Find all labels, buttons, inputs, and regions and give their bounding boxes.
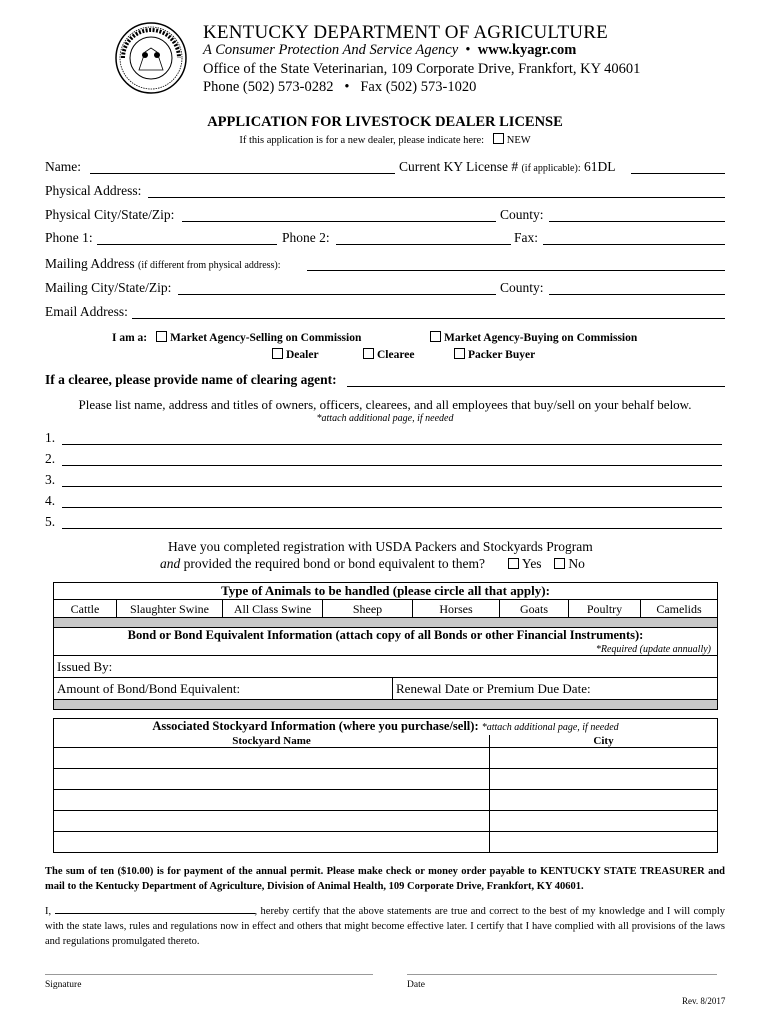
usda-question-1: Have you completed registration with USDA Packers and Stockyards Program — [168, 539, 593, 554]
usda-question-2-text: provided the required bond or bond equivalent to them? — [183, 556, 486, 571]
yes-checkbox[interactable] — [508, 558, 519, 569]
stockyard-col-city: City — [490, 735, 718, 748]
office-address: Office of the State Veterinarian, 109 Corporate Drive, Frankfort, KY 40601 — [203, 61, 641, 77]
physical-city-field[interactable] — [182, 221, 496, 222]
date-label: Date — [407, 980, 425, 990]
stockyard-city-cell[interactable] — [490, 810, 718, 831]
list-line-5[interactable] — [62, 528, 722, 529]
bullet: • — [465, 42, 471, 58]
agency-name: KENTUCKY DEPARTMENT OF AGRICULTURE — [203, 22, 608, 43]
signature-label: Signature — [45, 980, 82, 990]
amount-field[interactable] — [54, 678, 393, 700]
kentucky-seal-logo — [115, 22, 187, 94]
phone2-field[interactable] — [336, 244, 511, 245]
license-note: (if applicable): — [521, 163, 581, 174]
license-label: Current KY License # — [399, 159, 519, 174]
certify-paragraph — [45, 903, 725, 949]
fax-field[interactable] — [543, 244, 725, 245]
renewal-label: Renewal Date or Premium Due Date: — [396, 680, 591, 696]
mailing-address-note: (if different from physical address): — [138, 260, 281, 271]
mailing-city-label: Mailing City/State/Zip: — [45, 280, 172, 295]
phone2-label: Phone 2: — [282, 230, 330, 245]
buying-checkbox[interactable] — [430, 331, 441, 342]
list-number-5: 5. — [45, 514, 56, 529]
date-line[interactable] — [407, 974, 717, 975]
new-dealer-text: If this application is for a new dealer, please indicate here: — [239, 135, 485, 146]
phone1-label: Phone 1: — [45, 230, 93, 245]
renewal-field[interactable] — [393, 678, 718, 700]
stockyard-name-cell[interactable] — [54, 810, 490, 831]
animal-horses[interactable]: Horses — [413, 600, 500, 619]
bond-table — [53, 617, 718, 710]
selling-checkbox[interactable] — [156, 331, 167, 342]
issued-by-field[interactable] — [54, 656, 718, 678]
usda-and: and — [160, 556, 181, 571]
dealer-checkbox[interactable] — [272, 348, 283, 359]
iam-row-1 — [112, 331, 361, 344]
website-link[interactable]: www.kyagr.com — [477, 42, 577, 58]
certify-text: , hereby certify that the above statements are true and correct to the best of my knowledge and I will comply with the state laws, rules and regulations now in effect and others that might become effective later. I certify that I have complied with all provisions of the laws and regulations promulgated thereto. — [45, 906, 726, 947]
list-number-3: 3. — [45, 472, 56, 487]
list-line-3[interactable] — [62, 486, 722, 487]
license-prefix: 61DL — [583, 159, 616, 174]
mailing-address-label-group — [45, 256, 281, 272]
county-label: County: — [500, 207, 544, 222]
packer-checkbox[interactable] — [454, 348, 465, 359]
iam-row-1b — [424, 331, 637, 344]
animals-header: Type of Animals to be handled (please circle all that apply): — [54, 583, 718, 600]
county-field[interactable] — [549, 221, 725, 222]
name-field[interactable] — [90, 173, 395, 174]
agency-tagline: A Consumer Protection And Service Agency — [203, 42, 459, 58]
stockyard-header: Associated Stockyard Information (where you purchase/sell): — [152, 719, 479, 734]
contact-line — [203, 79, 476, 96]
issued-by-label: Issued By: — [57, 658, 113, 674]
certify-name-field[interactable] — [55, 903, 255, 914]
mailing-address-field[interactable] — [307, 270, 725, 271]
new-checkbox[interactable] — [493, 133, 504, 144]
stockyard-city-cell[interactable] — [490, 789, 718, 810]
no-label: No — [568, 556, 585, 571]
stockyard-col-name: Stockyard Name — [54, 735, 490, 748]
stockyard-table — [53, 718, 718, 853]
list-line-2[interactable] — [62, 465, 722, 466]
mailing-county-label: County: — [500, 280, 544, 295]
form-title: APPLICATION FOR LIVESTOCK DEALER LICENSE — [207, 114, 563, 130]
animal-poultry[interactable]: Poultry — [569, 600, 641, 619]
fax: Fax (502) 573-1020 — [360, 79, 477, 95]
stockyard-name-cell[interactable] — [54, 768, 490, 789]
clearee-label: Clearee — [377, 349, 415, 361]
bond-required: *Required (update annually) — [54, 644, 718, 656]
email-label: Email Address: — [45, 304, 128, 319]
phone1-field[interactable] — [97, 244, 277, 245]
stockyard-note: *attach additional page, if needed — [481, 722, 619, 734]
buying-label: Market Agency-Buying on Commission — [444, 332, 638, 344]
iam-label: I am a: — [112, 332, 148, 344]
agency-tagline-line — [203, 42, 576, 59]
clearee-checkbox[interactable] — [363, 348, 374, 359]
new-label: NEW — [506, 135, 531, 146]
usda-question-2 — [160, 556, 585, 572]
name-label: Name: — [45, 159, 81, 174]
clearee-option — [357, 348, 414, 361]
bullet: • — [344, 79, 350, 95]
packer-label: Packer Buyer — [468, 349, 536, 361]
signature-line[interactable] — [45, 974, 373, 975]
email-field[interactable] — [132, 318, 725, 319]
packer-option — [448, 348, 535, 361]
animal-cattle[interactable]: Cattle — [54, 600, 117, 619]
no-checkbox[interactable] — [554, 558, 565, 569]
physical-city-label: Physical City/State/Zip: — [45, 207, 175, 222]
bond-gray-bar-2 — [54, 700, 718, 710]
certify-prefix: I, — [45, 906, 52, 917]
stockyard-city-cell[interactable] — [490, 831, 718, 852]
stockyard-header-cell — [54, 719, 718, 735]
animal-slaughter-swine[interactable]: Slaughter Swine — [117, 600, 223, 619]
list-instruction: Please list name, address and titles of owners, officers, clearees, and all employees that buy/sell on your behalf below. — [78, 397, 692, 412]
license-field[interactable] — [631, 173, 725, 174]
phone: Phone (502) 573-0282 — [203, 79, 334, 95]
selling-label: Market Agency-Selling on Commission — [170, 332, 362, 344]
mailing-address-label: Mailing Address — [45, 256, 135, 271]
new-dealer-note — [0, 133, 770, 146]
animal-sheep[interactable]: Sheep — [323, 600, 413, 619]
stockyard-name-cell[interactable] — [54, 831, 490, 852]
mailing-city-field[interactable] — [178, 294, 496, 295]
bond-header: Bond or Bond Equivalent Information (attach copy of all Bonds or other Financial Instruments): — [54, 628, 718, 644]
physical-address-label: Physical Address: — [45, 183, 142, 198]
revision-label: Rev. 8/2017 — [682, 996, 726, 1006]
list-number-1: 1. — [45, 430, 56, 445]
stockyard-name-cell[interactable] — [54, 747, 490, 768]
list-line-1[interactable] — [62, 444, 722, 445]
animal-all-class-swine[interactable]: All Class Swine — [223, 600, 323, 619]
list-line-4[interactable] — [62, 507, 722, 508]
stockyard-name-cell[interactable] — [54, 789, 490, 810]
animal-camelids[interactable]: Camelids — [641, 600, 718, 619]
fax-label: Fax: — [514, 230, 539, 245]
bond-gray-bar — [54, 618, 718, 628]
list-number-4: 4. — [45, 493, 56, 508]
clearee-agent-label: If a clearee, please provide name of clearing agent: — [45, 372, 337, 387]
mailing-county-field[interactable] — [549, 294, 725, 295]
attach-note: *attach additional page, if needed — [316, 413, 454, 424]
animals-table — [53, 582, 718, 619]
stockyard-city-cell[interactable] — [490, 747, 718, 768]
dealer-option — [266, 348, 319, 361]
license-label-group — [399, 159, 615, 175]
amount-label: Amount of Bond/Bond Equivalent: — [57, 680, 241, 696]
clearee-agent-field[interactable] — [347, 386, 725, 387]
stockyard-city-cell[interactable] — [490, 768, 718, 789]
yes-label: Yes — [521, 556, 542, 571]
animal-goats[interactable]: Goats — [500, 600, 569, 619]
physical-address-field[interactable] — [148, 197, 725, 198]
dealer-label: Dealer — [286, 349, 319, 361]
list-number-2: 2. — [45, 451, 56, 466]
payment-text: The sum of ten ($10.00) is for payment of the annual permit. Please make check or money order payable to KENTUCKY STATE TREASURER and mail to the Kentucky Department of Agriculture, Division of Animal Health, 109 Corporate Drive, Frankfort, KY 40601. — [45, 866, 725, 892]
